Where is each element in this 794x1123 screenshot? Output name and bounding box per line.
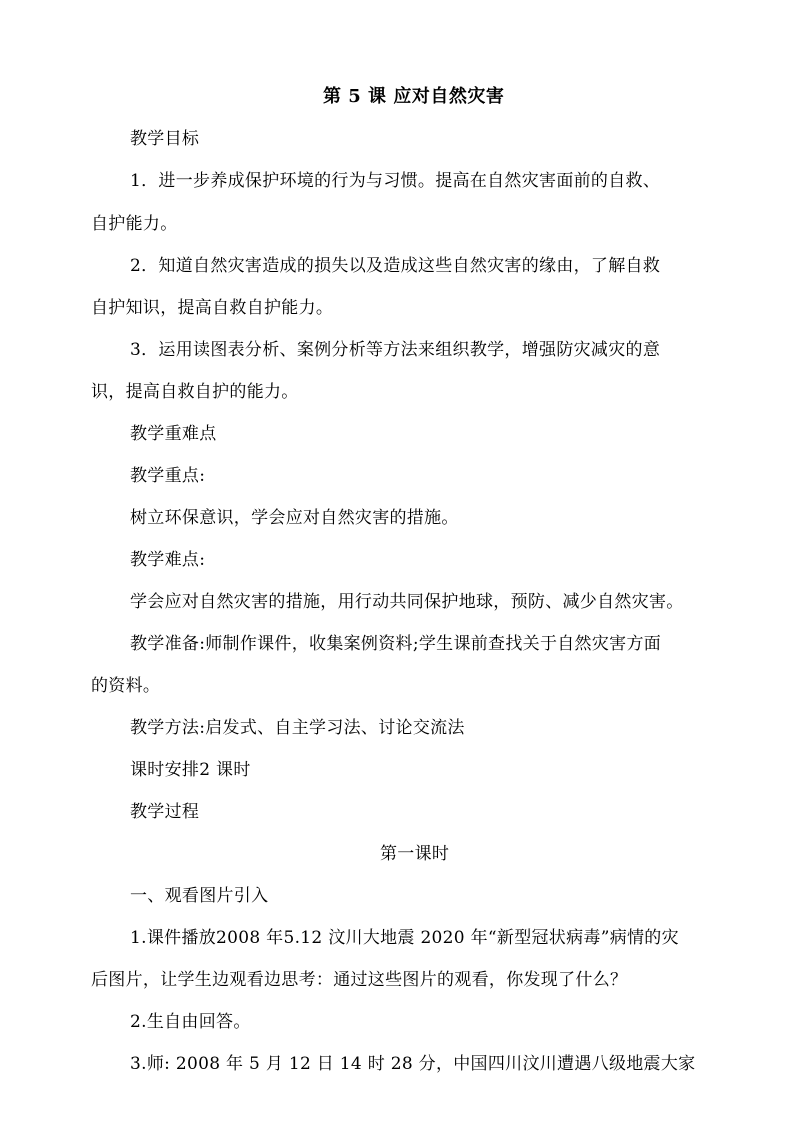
step-heading-intro: 一、观看图片引入 <box>130 886 269 906</box>
section-heading-objectives: 教学目标 <box>130 129 200 149</box>
step-2: 2.生自由回答。 <box>130 1012 251 1032</box>
period-heading: 第一课时 <box>380 844 450 864</box>
lesson-title: 第 5 课 应对自然灾害 <box>323 86 505 107</box>
step-3-line-1: 3.师: 2008 年 5 月 12 日 14 时 28 分，中国四川汶川遭遇八级地震大家 <box>130 1054 696 1074</box>
objective-3-line-1: 3．运用读图表分析、案例分析等方法来组织教学，增强防灾减灾的意 <box>130 340 661 360</box>
objective-3-line-2: 识，提高自救自护的能力。 <box>91 382 299 402</box>
preparation-line-1: 教学准备:师制作课件，收集案例资料;学生课前查找关于自然灾害方面 <box>130 634 662 654</box>
section-heading-process: 教学过程 <box>130 802 200 822</box>
subheading-difficulty: 教学难点: <box>130 550 206 570</box>
class-schedule: 课时安排2 课时 <box>130 760 251 780</box>
key-point-text: 树立环保意识，学会应对自然灾害的措施。 <box>130 508 459 528</box>
objective-2-line-1: 2．知道自然灾害造成的损失以及造成这些自然灾害的缘由，了解自救 <box>130 256 661 276</box>
objective-2-line-2: 自护知识，提高自救自护能力。 <box>91 298 334 318</box>
objective-1-line-1: 1．进一步养成保护环境的行为与习惯。提高在自然灾害面前的自救、 <box>130 171 661 191</box>
step-1-line-2: 后图片，让学生边观看边思考：通过这些图片的观看，你发现了什么？ <box>91 970 628 990</box>
section-heading-key-points: 教学重难点 <box>130 424 217 444</box>
difficulty-text: 学会应对自然灾害的措施，用行动共同保护地球，预防、减少自然灾害。 <box>130 592 684 612</box>
objective-1-line-2: 自护能力。 <box>91 214 178 234</box>
step-1-line-1: 1.课件播放2008 年5.12 汶川大地震 2020 年“新型冠状病毒”病情的灾 <box>130 928 679 948</box>
preparation-line-2: 的资料。 <box>91 676 161 696</box>
teaching-methods: 教学方法:启发式、自主学习法、讨论交流法 <box>130 718 465 738</box>
subheading-key-point: 教学重点: <box>130 466 206 486</box>
